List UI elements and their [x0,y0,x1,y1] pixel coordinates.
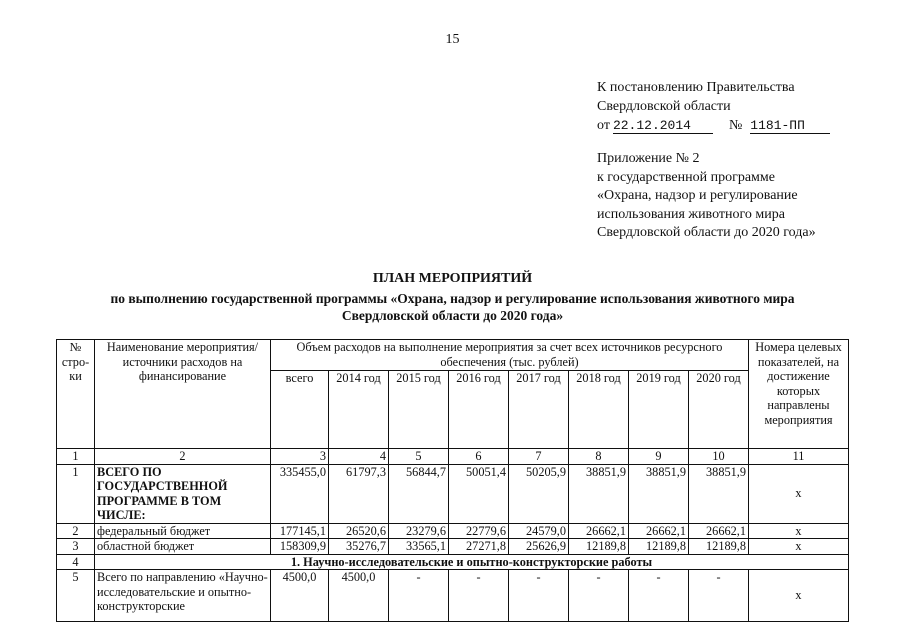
value-2014: 26520,6 [329,523,389,539]
appendix-line-3: «Охрана, надзор и регулирование [597,188,798,203]
row-number: 2 [57,523,95,539]
row-number: 3 [57,539,95,555]
value-2016: 22779,6 [449,523,509,539]
value-2014: 35276,7 [329,539,389,555]
col-number: 3 [271,449,329,465]
target-marker: х [749,570,849,622]
row-name: ВСЕГО ПО ГОСУДАРСТВЕННОЙ ПРОГРАММЕ В ТОМ ЧИСЛЕ: [95,464,271,523]
table-row [57,464,849,523]
col-number: 7 [509,449,569,465]
value-2020: 26662,1 [689,523,749,539]
section-title: 1. Научно-исследовательские и опытно-конструкторские работы [95,554,849,570]
col-number: 10 [689,449,749,465]
header-year-2017: 2017 год [509,371,569,449]
row-name: областной бюджет [95,539,271,555]
table-row [57,523,849,539]
value-2019: 12189,8 [629,539,689,555]
decree-date: 22.12.2014 [613,118,713,134]
header-year-total: всего [271,371,329,449]
row-name: Всего по направлению «Научно-исследовательские и опытно-конструкторские [95,570,271,622]
decree-reference [597,78,830,135]
appendix-line-4: использования животного мира [597,206,785,222]
plan-subtitle-line-1: по выполнению государственной программы «Охрана, надзор и регулирование использования животного мира [110,291,795,306]
value-total: 335455,0 [271,464,329,523]
header-name: Наименование мероприятия/ источники расходов на финансирование [95,340,271,449]
col-number: 4 [329,449,389,465]
value-2014: 61797,3 [329,464,389,523]
appendix-line-2: к государственной программе [597,169,775,185]
header-year-2016: 2016 год [449,371,509,449]
value-2018: 38851,9 [569,464,629,523]
col-number: 8 [569,449,629,465]
column-numbers-row [57,449,849,465]
row-number: 5 [57,570,95,622]
decree-line-2: Свердловской области [597,99,731,114]
target-marker: х [749,539,849,555]
header-targets: Номера целевых показателей, на достижение которых направлены мероприятия [749,340,849,449]
table-row [57,539,849,555]
page-number: 15 [445,32,460,47]
value-2019: 26662,1 [629,523,689,539]
value-total: 4500,0 [271,570,329,622]
value-2018: 26662,1 [569,523,629,539]
value-total: 158309,9 [271,539,329,555]
value-2014: 4500,0 [329,570,389,622]
value-2016: 27271,8 [449,539,509,555]
header-year-2020: 2020 год [689,371,749,449]
value-2015: 33565,1 [389,539,449,555]
value-2020: - [689,570,749,622]
header-year-2019: 2019 год [629,371,689,449]
header-year-2014: 2014 год [329,371,389,449]
row-number: 4 [57,554,95,570]
value-2018: 12189,8 [569,539,629,555]
value-2016: - [449,570,509,622]
col-number: 1 [57,449,95,465]
decree-line-1: К постановлению Правительства [597,80,795,95]
header-year-2015: 2015 год [389,371,449,449]
section-row [57,554,849,570]
date-prefix: от [597,118,610,133]
value-2019: - [629,570,689,622]
value-2015: 56844,7 [389,464,449,523]
appendix-reference [597,150,816,243]
plan-title: ПЛАН МЕРОПРИЯТИЙ [372,271,533,286]
value-2015: 23279,6 [389,523,449,539]
value-2017: 25626,9 [509,539,569,555]
header-row-number: № стро-ки [57,340,95,449]
decree-date-line [597,116,830,135]
decree-number: 1181-ПП [750,118,830,134]
appendix-line-1: Приложение № 2 [597,151,700,166]
target-marker: х [749,464,849,523]
target-marker: х [749,523,849,539]
col-number: 9 [629,449,689,465]
plan-subtitle-line-2: Свердловской области до 2020 года» [341,308,564,323]
header-year-2018: 2018 год [569,371,629,449]
value-2020: 38851,9 [689,464,749,523]
col-number: 2 [95,449,271,465]
value-2017: - [509,570,569,622]
value-2015: - [389,570,449,622]
row-name: федеральный бюджет [95,523,271,539]
plan-subtitle [0,290,905,324]
number-sign: № [728,118,743,133]
row-number: 1 [57,464,95,523]
plan-table [56,339,849,622]
header-volume: Объем расходов на выполнение мероприятия за счет всех источников ресурсного обеспечения (тыс. рублей) [271,340,749,371]
value-2017: 50205,9 [509,464,569,523]
col-number: 5 [389,449,449,465]
table-row [57,570,849,622]
col-number: 11 [749,449,849,465]
value-2016: 50051,4 [449,464,509,523]
value-2018: - [569,570,629,622]
col-number: 6 [449,449,509,465]
value-total: 177145,1 [271,523,329,539]
value-2019: 38851,9 [629,464,689,523]
value-2017: 24579,0 [509,523,569,539]
appendix-line-5: Свердловской области до 2020 года» [597,225,816,240]
value-2020: 12189,8 [689,539,749,555]
